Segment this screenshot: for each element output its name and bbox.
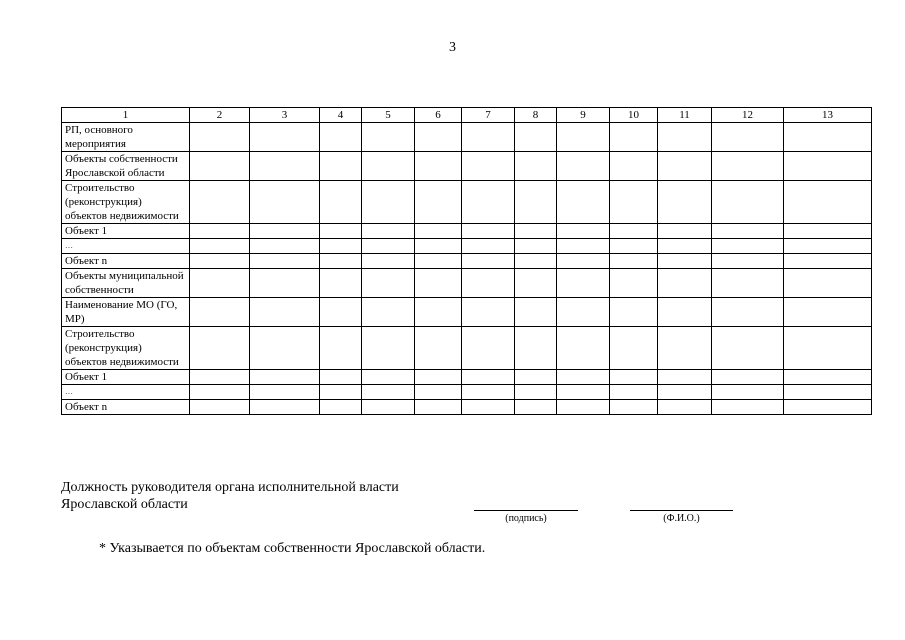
footnote: * Указывается по объектам собственности Ярославской области. xyxy=(99,541,486,556)
table-cell[interactable] xyxy=(362,327,415,370)
table-header-row xyxy=(62,108,872,123)
table-cell[interactable] xyxy=(658,239,712,254)
table-cell[interactable] xyxy=(250,400,320,415)
table-cell[interactable] xyxy=(557,254,610,269)
table-cell[interactable] xyxy=(190,298,250,327)
table-cell[interactable] xyxy=(557,327,610,370)
table-cell[interactable] xyxy=(190,181,250,224)
table-cell[interactable] xyxy=(712,298,784,327)
table-cell[interactable] xyxy=(784,385,872,400)
column-header: 7 xyxy=(462,108,515,123)
table-cell[interactable] xyxy=(190,327,250,370)
table-cell[interactable] xyxy=(658,327,712,370)
table-row xyxy=(62,327,872,370)
table-cell[interactable] xyxy=(557,224,610,239)
table-cell[interactable] xyxy=(784,269,872,298)
table-cell[interactable] xyxy=(320,269,362,298)
table-cell[interactable] xyxy=(250,370,320,385)
table-cell[interactable] xyxy=(784,181,872,224)
table-cell[interactable] xyxy=(362,370,415,385)
table-cell[interactable] xyxy=(462,385,515,400)
table-cell[interactable] xyxy=(658,370,712,385)
table-cell[interactable] xyxy=(250,152,320,181)
table-cell[interactable] xyxy=(415,239,462,254)
table-cell[interactable] xyxy=(462,123,515,152)
table-cell[interactable] xyxy=(415,400,462,415)
table-cell[interactable] xyxy=(362,254,415,269)
table-cell[interactable] xyxy=(415,269,462,298)
table-cell[interactable] xyxy=(712,181,784,224)
table-cell[interactable] xyxy=(462,400,515,415)
table-cell[interactable] xyxy=(320,181,362,224)
name-caption: (Ф.И.О.) xyxy=(663,513,700,524)
table-row xyxy=(62,181,872,224)
table-cell[interactable] xyxy=(190,400,250,415)
table-cell[interactable] xyxy=(557,400,610,415)
row-label: Строительство (реконструкция) объектов недвижимости xyxy=(62,181,190,224)
table-cell[interactable] xyxy=(610,224,658,239)
table-cell[interactable] xyxy=(610,254,658,269)
table-cell[interactable] xyxy=(462,181,515,224)
table-row xyxy=(62,370,872,385)
column-header: 12 xyxy=(712,108,784,123)
table-cell[interactable] xyxy=(190,254,250,269)
signature-line[interactable] xyxy=(474,510,578,511)
table-cell[interactable] xyxy=(362,224,415,239)
table-cell[interactable] xyxy=(557,239,610,254)
table-cell[interactable] xyxy=(784,370,872,385)
table-cell[interactable] xyxy=(610,269,658,298)
table-cell[interactable] xyxy=(250,298,320,327)
table-cell[interactable] xyxy=(557,269,610,298)
report-table xyxy=(61,107,872,415)
table-cell[interactable] xyxy=(462,152,515,181)
table-cell[interactable] xyxy=(784,298,872,327)
table-cell[interactable] xyxy=(462,370,515,385)
table-cell[interactable] xyxy=(515,152,557,181)
table-cell[interactable] xyxy=(712,327,784,370)
table-cell[interactable] xyxy=(515,327,557,370)
table-cell[interactable] xyxy=(515,400,557,415)
table-cell[interactable] xyxy=(557,181,610,224)
column-header: 9 xyxy=(557,108,610,123)
row-label: Объект n xyxy=(62,254,190,269)
table-cell[interactable] xyxy=(190,239,250,254)
table-cell[interactable] xyxy=(515,224,557,239)
table-cell[interactable] xyxy=(320,385,362,400)
table-cell[interactable] xyxy=(190,269,250,298)
table-cell[interactable] xyxy=(250,269,320,298)
column-header: 2 xyxy=(190,108,250,123)
table-cell[interactable] xyxy=(515,298,557,327)
table-cell[interactable] xyxy=(362,400,415,415)
table-cell[interactable] xyxy=(658,123,712,152)
table-cell[interactable] xyxy=(362,298,415,327)
table-cell[interactable] xyxy=(462,239,515,254)
table-cell[interactable] xyxy=(610,152,658,181)
table-cell[interactable] xyxy=(658,269,712,298)
table-cell[interactable] xyxy=(320,224,362,239)
column-header: 13 xyxy=(784,108,872,123)
table-cell[interactable] xyxy=(712,123,784,152)
table-cell[interactable] xyxy=(462,269,515,298)
table-cell[interactable] xyxy=(515,123,557,152)
table-cell[interactable] xyxy=(610,123,658,152)
table-cell[interactable] xyxy=(557,123,610,152)
table-cell[interactable] xyxy=(250,239,320,254)
table-row xyxy=(62,239,872,254)
table-cell[interactable] xyxy=(610,385,658,400)
row-label: … xyxy=(62,385,190,400)
row-label: Наименование МО (ГО, МР) xyxy=(62,298,190,327)
table-cell[interactable] xyxy=(362,385,415,400)
table-cell[interactable] xyxy=(250,254,320,269)
table-cell[interactable] xyxy=(610,239,658,254)
table-cell[interactable] xyxy=(415,298,462,327)
table-cell[interactable] xyxy=(784,152,872,181)
table-row xyxy=(62,224,872,239)
table-cell[interactable] xyxy=(712,370,784,385)
column-header: 5 xyxy=(362,108,415,123)
row-label: Строительство (реконструкция) объектов недвижимости xyxy=(62,327,190,370)
table-row xyxy=(62,152,872,181)
table-cell[interactable] xyxy=(557,370,610,385)
table-cell[interactable] xyxy=(250,385,320,400)
table-cell[interactable] xyxy=(190,385,250,400)
column-header: 4 xyxy=(320,108,362,123)
table-cell[interactable] xyxy=(712,239,784,254)
row-label: Объект 1 xyxy=(62,224,190,239)
table-cell[interactable] xyxy=(515,385,557,400)
table-cell[interactable] xyxy=(784,254,872,269)
table-cell[interactable] xyxy=(415,327,462,370)
row-label: … xyxy=(62,239,190,254)
column-header: 6 xyxy=(415,108,462,123)
table-row xyxy=(62,385,872,400)
table-cell[interactable] xyxy=(712,224,784,239)
table-cell[interactable] xyxy=(462,298,515,327)
table-cell[interactable] xyxy=(190,123,250,152)
table-cell[interactable] xyxy=(362,239,415,254)
table-cell[interactable] xyxy=(362,269,415,298)
table-cell[interactable] xyxy=(610,298,658,327)
column-header: 3 xyxy=(250,108,320,123)
row-label: РП, основного мероприятия xyxy=(62,123,190,152)
table-cell[interactable] xyxy=(784,239,872,254)
table-cell[interactable] xyxy=(610,370,658,385)
table-cell[interactable] xyxy=(515,269,557,298)
column-header: 10 xyxy=(610,108,658,123)
table-cell[interactable] xyxy=(784,327,872,370)
table-cell[interactable] xyxy=(784,224,872,239)
table-cell[interactable] xyxy=(250,181,320,224)
table-cell[interactable] xyxy=(320,400,362,415)
table-cell[interactable] xyxy=(784,123,872,152)
row-label: Объекты собственности Ярославской области xyxy=(62,152,190,181)
table-cell[interactable] xyxy=(658,298,712,327)
table-cell[interactable] xyxy=(320,239,362,254)
table-cell[interactable] xyxy=(712,269,784,298)
table-row xyxy=(62,254,872,269)
table-cell[interactable] xyxy=(415,224,462,239)
table-cell[interactable] xyxy=(658,254,712,269)
table-cell[interactable] xyxy=(515,181,557,224)
table-cell[interactable] xyxy=(462,254,515,269)
table-row xyxy=(62,400,872,415)
table-cell[interactable] xyxy=(610,327,658,370)
table-cell[interactable] xyxy=(784,400,872,415)
table-cell[interactable] xyxy=(320,123,362,152)
table-cell[interactable] xyxy=(190,370,250,385)
table-cell[interactable] xyxy=(415,370,462,385)
table-cell[interactable] xyxy=(658,400,712,415)
table-cell[interactable] xyxy=(320,298,362,327)
table-cell[interactable] xyxy=(250,224,320,239)
table-row xyxy=(62,298,872,327)
table-cell[interactable] xyxy=(515,239,557,254)
table-row xyxy=(62,269,872,298)
table-cell[interactable] xyxy=(362,152,415,181)
table-cell[interactable] xyxy=(712,152,784,181)
name-line[interactable] xyxy=(630,510,733,511)
table-cell[interactable] xyxy=(658,385,712,400)
table-cell[interactable] xyxy=(415,152,462,181)
signature-caption: (подпись) xyxy=(505,513,547,524)
column-header: 11 xyxy=(658,108,712,123)
table-cell[interactable] xyxy=(610,400,658,415)
table-cell[interactable] xyxy=(250,327,320,370)
table-cell[interactable] xyxy=(462,224,515,239)
table-cell[interactable] xyxy=(712,400,784,415)
table-cell[interactable] xyxy=(320,370,362,385)
table-cell[interactable] xyxy=(362,123,415,152)
row-label: Объекты муниципальной собственности xyxy=(62,269,190,298)
table-cell[interactable] xyxy=(415,254,462,269)
table-cell[interactable] xyxy=(190,224,250,239)
table-cell[interactable] xyxy=(515,254,557,269)
table-cell[interactable] xyxy=(658,224,712,239)
signature-block xyxy=(61,479,399,513)
position-title-line2: Ярославской области xyxy=(61,497,188,512)
position-title-line1: Должность руководителя органа исполнительной власти xyxy=(61,480,399,495)
table-cell[interactable] xyxy=(320,254,362,269)
table-cell[interactable] xyxy=(515,370,557,385)
table-cell[interactable] xyxy=(712,385,784,400)
table-cell[interactable] xyxy=(320,152,362,181)
table-cell[interactable] xyxy=(250,123,320,152)
table-cell[interactable] xyxy=(712,254,784,269)
table-cell[interactable] xyxy=(190,152,250,181)
table-cell[interactable] xyxy=(610,181,658,224)
column-header: 8 xyxy=(515,108,557,123)
table-cell[interactable] xyxy=(362,181,415,224)
table-cell[interactable] xyxy=(557,152,610,181)
column-header: 1 xyxy=(62,108,190,123)
table-cell[interactable] xyxy=(557,298,610,327)
table-cell[interactable] xyxy=(658,152,712,181)
table-cell[interactable] xyxy=(658,181,712,224)
table-cell[interactable] xyxy=(462,327,515,370)
row-label: Объект n xyxy=(62,400,190,415)
table-cell[interactable] xyxy=(415,181,462,224)
table-cell[interactable] xyxy=(415,385,462,400)
table-cell[interactable] xyxy=(320,327,362,370)
page-number: 3 xyxy=(449,40,456,55)
row-label: Объект 1 xyxy=(62,370,190,385)
table-cell[interactable] xyxy=(415,123,462,152)
table-row xyxy=(62,123,872,152)
table-cell[interactable] xyxy=(557,385,610,400)
